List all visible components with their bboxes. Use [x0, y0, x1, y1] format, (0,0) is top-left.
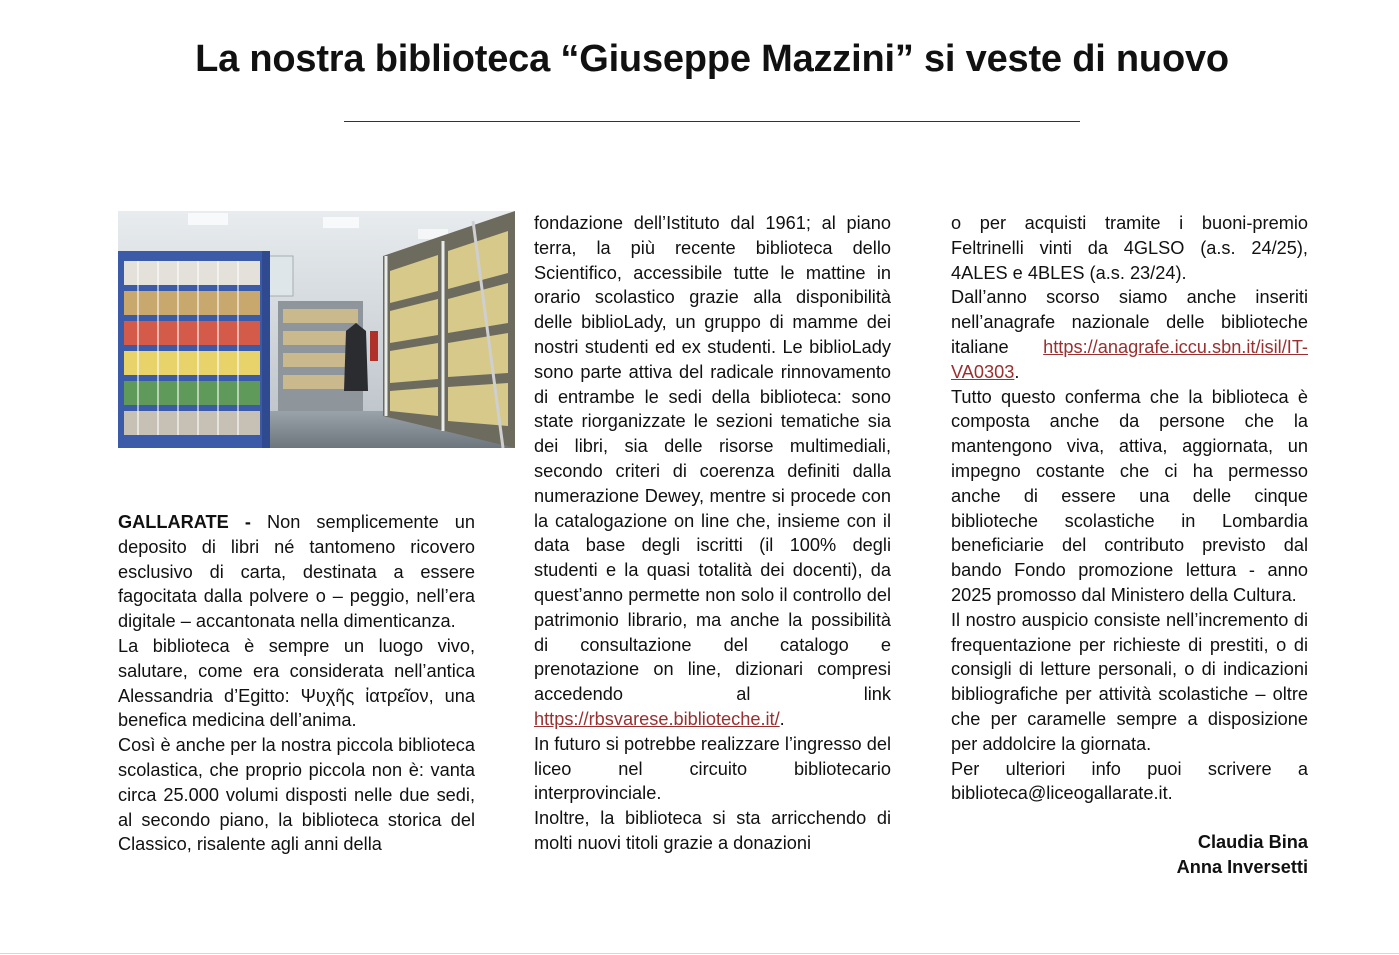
paragraph-text: .: [1014, 361, 1020, 382]
page-bottom-border: [0, 953, 1399, 954]
paragraph: Il nostro auspicio consiste nell’incremento di frequentazione per richieste di prestiti, o di consigli di letture personali, o di indicazioni bibliografiche per attività scolastiche – oltre che per caramelle sempre a disposizione per addolcire la giornata.: [951, 609, 1308, 754]
paragraph-text: .: [779, 708, 785, 729]
paragraph: [951, 285, 1308, 384]
paragraph: [118, 510, 475, 634]
paragraph-text: fondazione dell’Istituto dal 1961; al piano terra, la più recente biblioteca dello Scientifico, accessibile tutte le mattine in orario scolastico grazie alla disponibilità delle biblioLady, un gruppo di mamme dei nostri studenti ed ex studenti. Le biblioLady sono parte attiva del radicale rinnovamento di entrambe le sedi della biblioteca: sono state riorganizzate le sezioni tematiche sia dei libri, sia delle risorse multimediali, secondo criteri di coerenza definiti dalla numerazione Dewey, mentre si procede con la catalogazione on line che, insieme con il data base degli iscritti (il 100% degli studenti e la quasi totalità dei docenti), da quest’anno permette non solo il controllo del patrimonio librario, ma anche la possibilità di consultazione del catalogo e prenotazione on line, dizionari compresi accedendo al link: [534, 213, 891, 705]
author-name: Anna Inversetti: [1176, 856, 1308, 877]
paragraph-text: Dall’anno scorso siamo anche inseriti nell’anagrafe nazionale delle biblioteche italiane: [951, 287, 1308, 357]
paragraph: Così è anche per la nostra piccola biblioteca scolastica, che proprio piccola non è: vanta circa 25.000 volumi disposti nelle due sedi, al secondo piano, la biblioteca storica del Classico, risalente agli anni della: [118, 735, 475, 855]
paragraph: Tutto questo conferma che la biblioteca è composta anche da persone che la mantengono viva, attiva, aggiornata, un impegno costante che ci ha permesso anche di essere una delle cinque biblioteche scolastiche in Lombardia beneficiarie del contributo previsto dal bando Fondo promozione lettura - anno 2025 promosso dal Ministero della Cultura.: [951, 386, 1308, 605]
paragraph: o per acquisti tramite i buoni-premio Feltrinelli vinti da 4GLSO (a.s. 24/25), 4ALES e 4BLES (a.s. 23/24).: [951, 213, 1308, 283]
paragraph: In futuro si potrebbe realizzare l’ingresso del liceo nel circuito bibliotecario interprovinciale.: [534, 733, 891, 804]
authors: [951, 830, 1308, 880]
paragraph: [534, 211, 891, 732]
paragraph: La biblioteca è sempre un luogo vivo, salutare, come era considerata nell’antica Alessandria d’Egitto: Ψυχῆς ἰατρεῖον, una benefica medicina dell’anima.: [118, 635, 475, 731]
article-column-1: [118, 510, 475, 857]
author-name: Claudia Bina: [1197, 832, 1308, 853]
library-photo: [118, 211, 515, 448]
article-column-3: [951, 211, 1308, 880]
paragraph: Inoltre, la biblioteca si sta arricchendo di molti nuovi titoli grazie a donazioni: [534, 808, 891, 853]
paragraph-text: Non semplicemente un deposito di libri né tantomeno ricovero esclusivo di carta, destinata a essere fagocitata dalla polvere o – peggio, nell’era digitale – accantonata nella dimenticanza.: [118, 512, 476, 632]
article-title: La nostra biblioteca “Giuseppe Mazzini” si veste di nuovo: [195, 38, 1229, 80]
paragraph: Per ulteriori info puoi scrivere a biblioteca@liceogallarate.it.: [951, 758, 1308, 804]
article-column-2: [534, 211, 891, 856]
dateline: GALLARATE -: [118, 512, 251, 532]
title-divider: [344, 121, 1080, 122]
registry-link[interactable]: https://anagrafe.iccu.sbn.it/isil/IT-VA0303: [951, 336, 1308, 382]
catalog-link[interactable]: https://rbsvarese.biblioteche.it/: [534, 708, 780, 729]
